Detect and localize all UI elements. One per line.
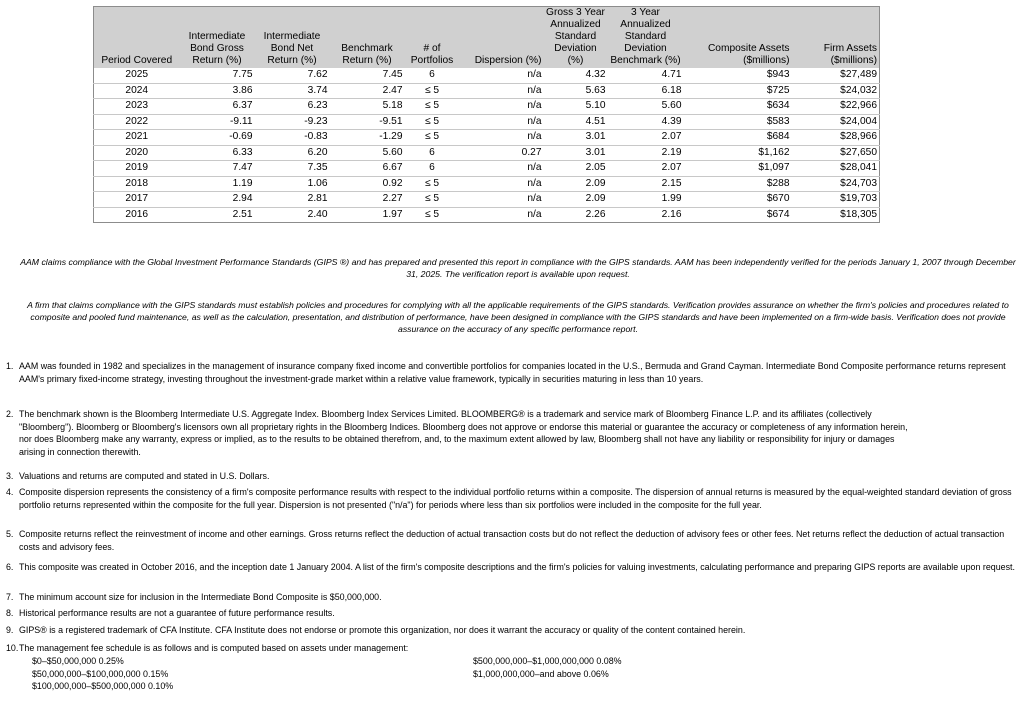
cell-dispersion: n/a (527, 208, 542, 220)
cell-gross-return: 2.94 (180, 192, 255, 208)
cell-gross-std-dev: 3.01 (544, 130, 608, 146)
cell-net-return: 1.06 (255, 176, 330, 192)
fee-tier: $0–$50,000,000 0.25% (32, 656, 124, 666)
table-row (94, 176, 880, 192)
cell-period: 2022 (94, 114, 180, 130)
cell-benchmark-std-dev: 2.07 (608, 161, 684, 177)
footnote-text: AAM was founded in 1982 and specializes in the management of insurance company fixed income and convertible portfolios for companies located in the U.S., Bermuda and Grand Cayman. Intermediate Bond Composite performance returns represent AAM's primary fixed-income strategy, investing throughout the investment-grade market within a relative value framework, typically in securities maturing in less than 10 years. (19, 361, 1006, 384)
footnote-number: 7. (6, 592, 14, 602)
cell-net-return: -0.83 (255, 130, 330, 146)
cell-composite-assets: $943 (684, 68, 792, 83)
cell-gross-std-dev: 2.05 (544, 161, 608, 177)
cell-gross-std-dev: 2.09 (544, 176, 608, 192)
footnote-text: Composite returns reflect the reinvestment of income and other earnings. Gross returns reflect the deduction of actual transaction costs but do not reflect the deduction of advisory fees or other fees. Net returns reflect the deduction of actual transaction costs and advisory fees. (19, 529, 1005, 552)
fee-schedule-left (32, 655, 173, 693)
footnote-number: 5. (6, 529, 14, 539)
cell-net-return: 2.40 (307, 208, 328, 220)
footnote-1 (6, 360, 1018, 385)
cell-benchmark-return: 5.60 (330, 145, 405, 161)
verification-statement: A firm that claims compliance with the GIPS standards must establish policies and procedures for complying with all the applicable requirements of the GIPS standards. Verification provides assurance on whether the firm's policies and procedures related to composite and pooled fund maintenance, as well as the calculation, presentation, and distribution of performance, have been designed in compliance with the GIPS standards and have been implemented on a firm-wide basis. Verification does not provide assurance on the accuracy of any specific performance report. (27, 300, 1009, 334)
cell-benchmark-return: 1.97 (382, 208, 403, 220)
footnote-text: Historical performance results are not a guarantee of future performance results. (19, 608, 335, 618)
table-row (94, 145, 880, 161)
cell-benchmark-return: 6.67 (330, 161, 405, 177)
cell-composite-assets: $634 (684, 99, 792, 115)
footnote-7 (6, 591, 1018, 604)
cell-dispersion: 0.27 (460, 145, 544, 161)
table-row (94, 83, 880, 99)
cell-composite-assets: $725 (684, 83, 792, 99)
table-row (94, 161, 880, 177)
footnote-number: 3. (6, 471, 14, 481)
footnote-3 (6, 470, 1018, 483)
cell-portfolios: 6 (405, 145, 460, 161)
footnote-text: The management fee schedule is as follows and is computed based on assets under management: (19, 643, 409, 653)
cell-dispersion: n/a (460, 130, 544, 146)
cell-dispersion: n/a (460, 161, 544, 177)
fee-schedule-right (473, 655, 622, 680)
cell-gross-return: 6.37 (180, 99, 255, 115)
cell-benchmark-return: 0.92 (330, 176, 405, 192)
cell-period: 2023 (94, 99, 180, 115)
footnote-number: 8. (6, 608, 14, 618)
cell-gross-return: 6.33 (180, 145, 255, 161)
cell-dispersion: n/a (460, 192, 544, 208)
table-row (94, 130, 880, 146)
footnote-number: 9. (6, 625, 14, 635)
footnote-10 (6, 642, 1018, 655)
footnote-text: Valuations and returns are computed and stated in U.S. Dollars. (19, 471, 270, 481)
header-dispersion: Dispersion (%) (460, 7, 544, 69)
cell-benchmark-std-dev: 6.18 (608, 83, 684, 99)
fee-tier: $50,000,000–$100,000,000 0.15% (32, 668, 169, 679)
cell-period: 2025 (94, 68, 180, 83)
table-row (94, 114, 880, 130)
cell-dispersion: n/a (460, 176, 544, 192)
cell-gross-return: -9.11 (180, 114, 255, 130)
cell-gross-return: 2.51 (232, 208, 253, 220)
cell-gross-std-dev: 4.32 (544, 68, 608, 83)
footnote-9 (6, 624, 1018, 637)
cell-composite-assets: $1,162 (684, 145, 792, 161)
footnote-text: GIPS® is a registered trademark of CFA Institute. CFA Institute does not endorse or promote this organization, nor does it warrant the accuracy or quality of the content contained herein. (19, 625, 746, 635)
cell-gross-std-dev: 2.09 (544, 192, 608, 208)
footnote-5 (6, 528, 1018, 553)
cell-benchmark-return: 2.27 (330, 192, 405, 208)
cell-firm-assets: $24,004 (792, 114, 880, 130)
cell-composite-assets: $1,097 (684, 161, 792, 177)
cell-benchmark-std-dev: 1.99 (608, 192, 684, 208)
cell-benchmark-return: 5.18 (330, 99, 405, 115)
cell-firm-assets: $19,703 (792, 192, 880, 208)
cell-net-return: 2.81 (255, 192, 330, 208)
footnote-8 (6, 607, 1018, 620)
cell-net-return: 7.62 (255, 68, 330, 83)
cell-dispersion: n/a (460, 114, 544, 130)
cell-period: 2024 (94, 83, 180, 99)
footnote-number: 2. (6, 409, 14, 419)
cell-net-return: 6.23 (255, 99, 330, 115)
cell-portfolios: ≤ 5 (405, 192, 460, 208)
footnote-number: 10. (6, 643, 19, 653)
cell-dispersion: n/a (460, 68, 544, 83)
fee-tier: $100,000,000–$500,000,000 0.10% (32, 681, 174, 691)
cell-benchmark-return: -1.29 (330, 130, 405, 146)
cell-firm-assets: $28,041 (792, 161, 880, 177)
cell-gross-return: 1.19 (180, 176, 255, 192)
cell-portfolios: 6 (405, 68, 460, 83)
header-benchmark-return: Benchmark Return (%) (330, 7, 405, 69)
footnote-4 (6, 486, 1018, 511)
header-gross-return: Intermediate Bond Gross Return (%) (180, 7, 255, 69)
header-composite-assets: Composite Assets ($millions) (684, 7, 792, 69)
table-row (94, 99, 880, 115)
cell-firm-assets: $24,032 (792, 83, 880, 99)
footnote-text: This composite was created in October 2016, and the inception date 1 January 2004. A list of the firm's composite descriptions and the firm's policies for valuing investments, calculating performance and preparing GIPS reports are available upon request. (19, 562, 1015, 572)
cell-benchmark-std-dev: 2.15 (608, 176, 684, 192)
footnote-text: The minimum account size for inclusion in the Intermediate Bond Composite is $50,000,000. (19, 592, 382, 602)
cell-period: 2018 (94, 176, 180, 192)
table-row (94, 192, 880, 208)
fee-tier: $500,000,000–$1,000,000,000 0.08% (473, 656, 622, 666)
cell-net-return: -9.23 (255, 114, 330, 130)
cell-period: 2020 (94, 145, 180, 161)
cell-benchmark-std-dev: 2.07 (608, 130, 684, 146)
cell-portfolios: ≤ 5 (405, 99, 460, 115)
cell-firm-assets: $27,650 (792, 145, 880, 161)
cell-portfolios: ≤ 5 (424, 208, 440, 220)
cell-benchmark-return: 7.45 (330, 68, 405, 83)
header-period-covered: Period Covered (94, 7, 180, 69)
cell-gross-return: 3.86 (180, 83, 255, 99)
cell-composite-assets: $288 (684, 176, 792, 192)
cell-composite-assets: $670 (684, 192, 792, 208)
cell-period: 2019 (94, 161, 180, 177)
cell-portfolios: ≤ 5 (405, 176, 460, 192)
header-firm-assets: Firm Assets ($millions) (792, 7, 880, 69)
cell-benchmark-std-dev: 4.71 (608, 68, 684, 83)
cell-firm-assets: $24,703 (792, 176, 880, 192)
cell-gross-return: 7.75 (180, 68, 255, 83)
cell-firm-assets: $28,966 (792, 130, 880, 146)
cell-benchmark-std-dev: 2.19 (608, 145, 684, 161)
gips-compliance-statement: AAM claims compliance with the Global Investment Performance Standards (GIPS ®) and has prepared and presented this report in compliance with the GIPS standards. AAM has been independently verified for the periods January 1, 2007 through December 31, 2025. The verification report is available upon request. (20, 257, 1016, 279)
cell-gross-std-dev: 5.10 (544, 99, 608, 115)
table-body (94, 68, 880, 223)
cell-net-return: 7.35 (255, 161, 330, 177)
performance-table (93, 6, 880, 223)
cell-net-return: 3.74 (255, 83, 330, 99)
cell-gross-std-dev: 3.01 (544, 145, 608, 161)
cell-composite-assets: $684 (684, 130, 792, 146)
cell-firm-assets: $22,966 (792, 99, 880, 115)
cell-portfolios: ≤ 5 (405, 83, 460, 99)
cell-firm-assets: $18,305 (840, 208, 877, 220)
cell-benchmark-return: -9.51 (330, 114, 405, 130)
cell-dispersion: n/a (460, 83, 544, 99)
cell-dispersion: n/a (460, 99, 544, 115)
header-portfolios: # of Portfolios (405, 7, 460, 69)
cell-benchmark-std-dev: 2.16 (661, 208, 682, 220)
footnote-number: 6. (6, 562, 14, 572)
cell-portfolios: ≤ 5 (405, 130, 460, 146)
fee-tier: $1,000,000,000–and above 0.06% (473, 668, 609, 679)
table-row (94, 68, 880, 83)
cell-portfolios: 6 (405, 161, 460, 177)
cell-firm-assets: $27,489 (792, 68, 880, 83)
footnote-text: Composite dispersion represents the consistency of a firm's composite performance results with respect to the individual portfolio returns within a composite. The dispersion of annual returns is measured by the equal-weighted standard deviation of gross portfolio returns represented within the composite for the full year. Dispersion is not presented ("n/a") for periods where less than six portfolios were included in the composite for the full year. (19, 487, 1012, 510)
footnote-number: 4. (6, 487, 14, 497)
cell-composite-assets: $583 (684, 114, 792, 130)
cell-period: 2016 (125, 208, 149, 220)
footnote-6 (6, 561, 1018, 574)
cell-gross-std-dev: 4.51 (544, 114, 608, 130)
cell-gross-return: -0.69 (180, 130, 255, 146)
cell-gross-return: 7.47 (180, 161, 255, 177)
cell-gross-std-dev: 5.63 (544, 83, 608, 99)
footnote-number: 1. (6, 361, 14, 371)
cell-benchmark-return: 2.47 (330, 83, 405, 99)
table-header-row (94, 7, 880, 69)
header-gross-3yr-std-dev: Gross 3 Year Annualized Standard Deviation (%) (544, 7, 608, 69)
cell-period: 2021 (94, 130, 180, 146)
footnote-2 (6, 408, 1018, 458)
header-net-return: Intermediate Bond Net Return (%) (255, 7, 330, 69)
cell-gross-std-dev: 2.26 (585, 208, 606, 220)
cell-period: 2017 (94, 192, 180, 208)
cell-composite-assets: $674 (766, 208, 790, 220)
table-row (94, 207, 880, 223)
cell-benchmark-std-dev: 5.60 (608, 99, 684, 115)
footnote-text: The benchmark shown is the Bloomberg Intermediate U.S. Aggregate Index. Bloomberg Index Services Limited. BLOOMBERG® is a trademark and service mark of Bloomberg Finance L.P. and its affiliates (collectively "Bloomberg"). Bloomberg or Bloomberg's licensors own all proprietary rights in the Bloomberg Indices. Bloomberg does not approve or endorse this material or guarantee the accuracy or completeness of any information herein, nor does Bloomberg make any warranty, express or implied, as to the results to be obtained therefrom, and, to the maximum extent allowed by law, Bloomberg shall not have any liability or responsibility for injury or damages arising in connection therewith. (19, 409, 908, 457)
cell-net-return: 6.20 (255, 145, 330, 161)
cell-portfolios: ≤ 5 (405, 114, 460, 130)
header-benchmark-3yr-std-dev: 3 Year Annualized Standard Deviation Benchmark (%) (608, 7, 684, 69)
cell-benchmark-std-dev: 4.39 (608, 114, 684, 130)
